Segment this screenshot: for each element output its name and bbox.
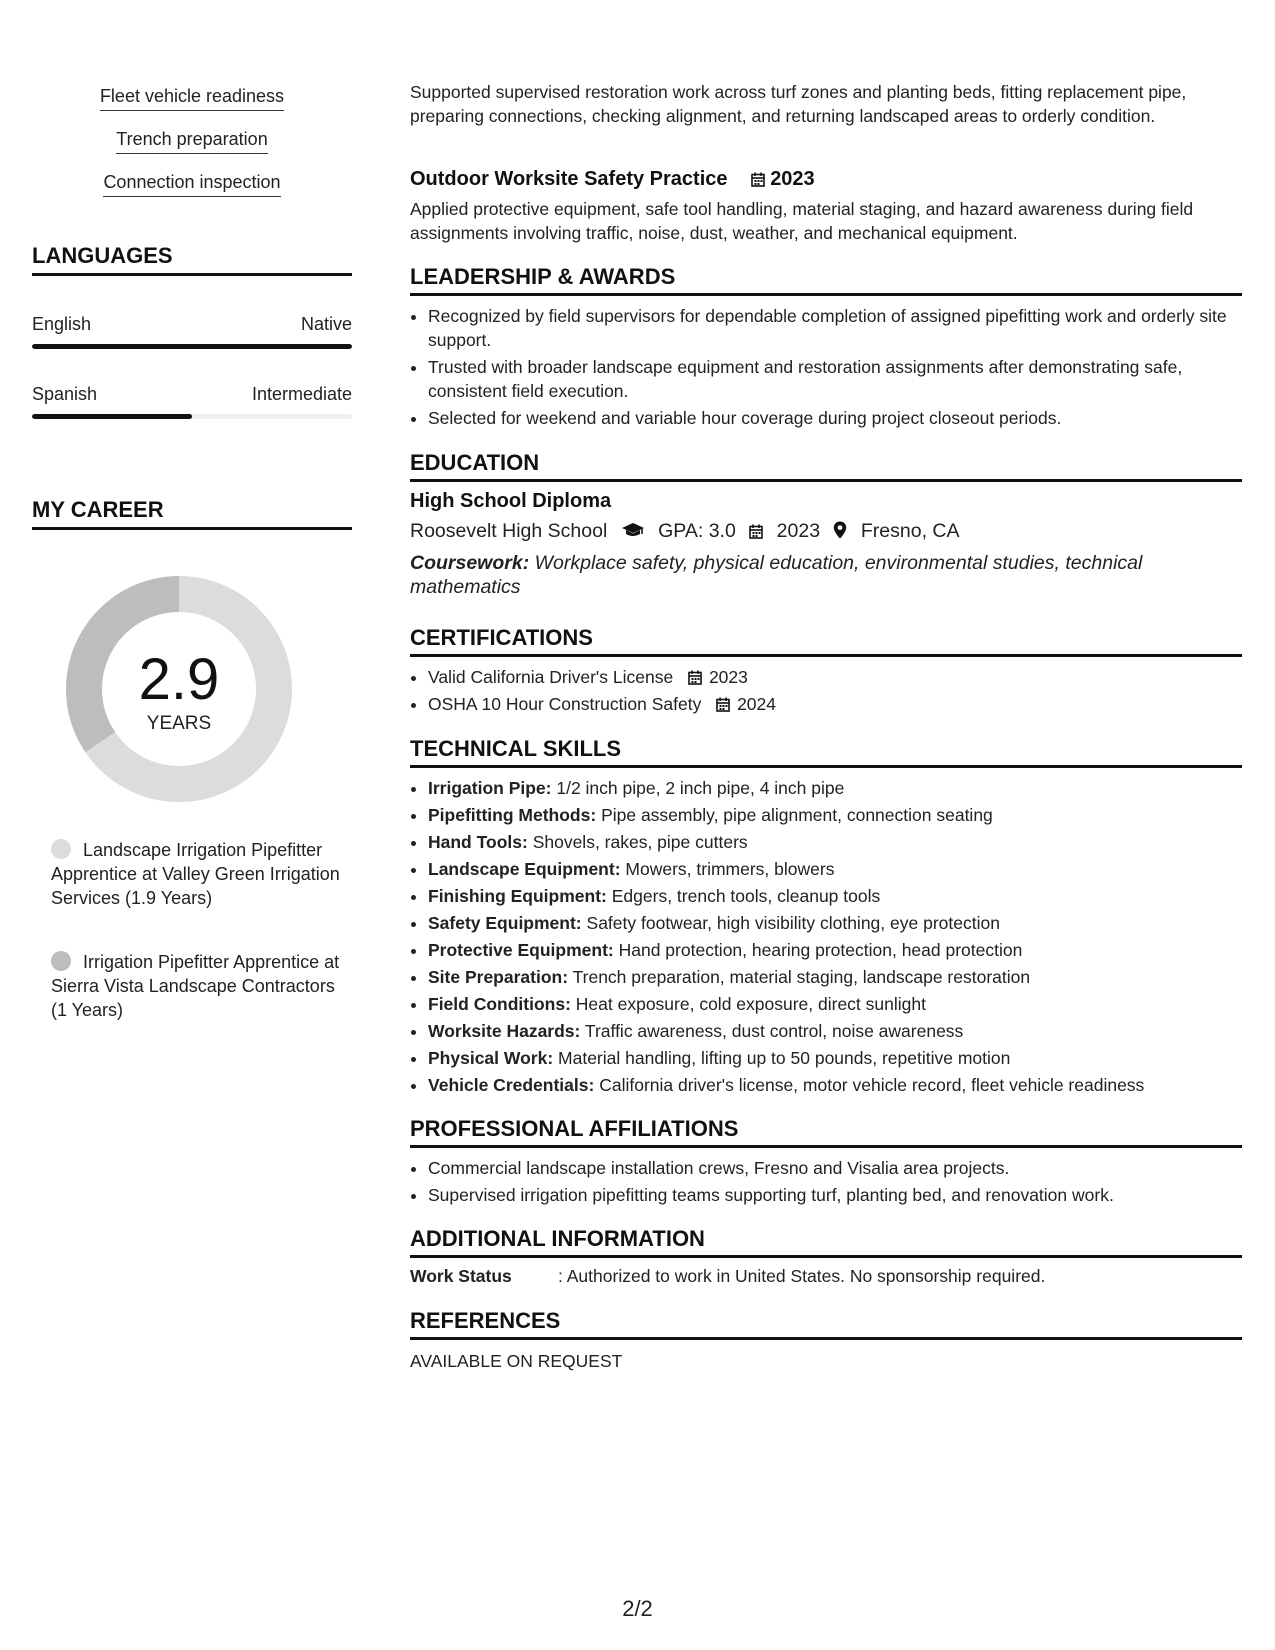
skill-label: Worksite Hazards: [428, 1021, 581, 1041]
references-text: AVAILABLE ON REQUEST [410, 1351, 623, 1371]
work-status-row [410, 1266, 1045, 1287]
career-title: MY CAREER [32, 497, 352, 530]
technical-skill-item [428, 992, 1260, 1016]
training-heading [410, 168, 815, 191]
skill-label: Landscape Equipment: [428, 859, 621, 879]
education-title: EDUCATION [410, 450, 1242, 482]
language-bar-fill [32, 414, 192, 419]
certification-name: Valid California Driver's License [428, 667, 674, 687]
technical-skill-item [428, 776, 1260, 800]
skill-value: Mowers, trimmers, blowers [625, 859, 835, 879]
calendar-icon [688, 670, 702, 685]
skill-label: Safety Equipment: [428, 913, 582, 933]
additional-info-title: ADDITIONAL INFORMATION [410, 1226, 1242, 1258]
career-years-label: YEARS [146, 713, 212, 734]
list-item: • Selected for weekend and variable hour coverage during project closeout periods. [428, 406, 1260, 430]
training-title: Outdoor Worksite Safety Practice [410, 168, 728, 190]
career-item-text: Irrigation Pipefitter Apprentice at Sierra Vista Landscape Contractors (1 Years) [51, 952, 340, 1020]
technical-skill-item [428, 1073, 1260, 1097]
skill-value: Traffic awareness, dust control, noise awareness [584, 1021, 964, 1041]
affiliations-list [410, 1156, 1260, 1210]
skill-label: Hand Tools: [428, 832, 528, 852]
skill-label: Vehicle Credentials: [428, 1075, 595, 1095]
training-year: 2023 [770, 168, 815, 190]
technical-skill-item [428, 830, 1260, 854]
certification-item [428, 692, 1260, 716]
calendar-icon [751, 172, 765, 187]
language-item [32, 384, 352, 419]
career-item-text: Landscape Irrigation Pipefitter Apprentice at Valley Green Irrigation Services (1.9 Years) [51, 840, 340, 908]
skill-tag: Fleet vehicle readiness [100, 86, 284, 111]
language-level: Intermediate [251, 384, 352, 404]
calendar-icon [716, 697, 730, 712]
technical-skill-item [428, 938, 1260, 962]
languages-title: LANGUAGES [32, 243, 352, 276]
technical-skills-list [410, 776, 1260, 1100]
skill-value: Heat exposure, cold exposure, direct sunlight [575, 994, 926, 1014]
skill-value: California driver's license, motor vehicle record, fleet vehicle readiness [599, 1075, 1145, 1095]
coursework-text: Workplace safety, physical education, environmental studies, technical mathematics [410, 552, 1143, 598]
career-years-value: 2.9 [138, 647, 220, 712]
education-year: 2023 [776, 520, 821, 542]
skill-label: Finishing Equipment: [428, 886, 607, 906]
career-item [51, 950, 341, 1022]
intro-paragraph: Supported supervised restoration work across turf zones and planting beds, fitting replacement pipe, preparing connections, checking alignment, and returning landscaped areas to orderly condition. [410, 82, 1187, 126]
language-item [32, 314, 352, 349]
technical-skill-item [428, 965, 1260, 989]
career-donut [66, 576, 292, 802]
skill-label: Irrigation Pipe: [428, 778, 552, 798]
technical-skills-title: TECHNICAL SKILLS [410, 736, 1242, 768]
coursework-label: Coursework: [410, 552, 530, 574]
language-name: Spanish [32, 384, 98, 404]
list-item: • Supervised irrigation pipefitting teams supporting turf, planting bed, and renovation work. [428, 1183, 1260, 1207]
education-degree: High School Diploma [410, 490, 612, 512]
list-item: • Recognized by field supervisors for dependable completion of assigned pipefitting work and orderly site support. [428, 304, 1260, 352]
language-level: Native [300, 314, 352, 334]
skill-label: Physical Work: [428, 1048, 554, 1068]
career-legend-dot [51, 839, 71, 859]
page-number: 2/2 [622, 1596, 653, 1621]
career-legend-dot [51, 951, 71, 971]
references-title: REFERENCES [410, 1308, 1242, 1340]
skill-value: Pipe assembly, pipe alignment, connection seating [601, 805, 993, 825]
work-status-value: : Authorized to work in United States. No sponsorship required. [558, 1266, 1046, 1286]
skill-value: Safety footwear, high visibility clothing, eye protection [586, 913, 1000, 933]
technical-skill-item [428, 803, 1260, 827]
skill-tag: Trench preparation [116, 129, 267, 154]
certification-year: 2023 [708, 667, 748, 687]
location-pin-icon [833, 521, 847, 539]
technical-skill-item [428, 857, 1260, 881]
skill-value: Hand protection, hearing protection, head protection [618, 940, 1023, 960]
skill-label: Pipefitting Methods: [428, 805, 597, 825]
technical-skill-item [428, 911, 1260, 935]
certification-item [428, 665, 1260, 689]
list-item: • Trusted with broader landscape equipment and restoration assignments after demonstrating safe, consistent field execution. [428, 355, 1260, 403]
certifications-list [410, 665, 1260, 719]
skill-value: 1/2 inch pipe, 2 inch pipe, 4 inch pipe [556, 778, 845, 798]
certification-year: 2024 [737, 694, 777, 714]
affiliations-title: PROFESSIONAL AFFILIATIONS [410, 1116, 1242, 1148]
skill-tag: Connection inspection [103, 172, 280, 197]
skill-label: Protective Equipment: [428, 940, 614, 960]
education-gpa: GPA: 3.0 [658, 520, 736, 542]
skill-value: Shovels, rakes, pipe cutters [532, 832, 748, 852]
education-details [410, 520, 960, 543]
skill-label: Site Preparation: [428, 967, 569, 987]
training-description: Applied protective equipment, safe tool handling, material staging, and hazard awareness during field assignments involving traffic, noise, dust, weather, and mechanical equipment. [410, 199, 1194, 243]
language-bar [32, 414, 352, 419]
technical-skill-item [428, 884, 1260, 908]
education-coursework [410, 551, 1200, 599]
work-status-label: Work Status [410, 1266, 512, 1286]
education-school: Roosevelt High School [410, 520, 608, 542]
language-bar [32, 344, 352, 349]
skill-value: Edgers, trench tools, cleanup tools [611, 886, 881, 906]
leadership-title: LEADERSHIP & AWARDS [410, 264, 1242, 296]
language-bar-fill [32, 344, 352, 349]
skill-label: Field Conditions: [428, 994, 571, 1014]
calendar-icon [749, 524, 763, 539]
skill-value: Trench preparation, material staging, landscape restoration [572, 967, 1031, 987]
skill-value: Material handling, lifting up to 50 pounds, repetitive motion [558, 1048, 1011, 1068]
certification-name: OSHA 10 Hour Construction Safety [428, 694, 702, 714]
education-location: Fresno, CA [860, 520, 960, 542]
graduation-cap-icon [621, 522, 645, 538]
certifications-title: CERTIFICATIONS [410, 625, 1242, 657]
career-item [51, 838, 341, 910]
language-name: English [32, 314, 92, 334]
technical-skill-item [428, 1046, 1260, 1070]
list-item: • Commercial landscape installation crews, Fresno and Visalia area projects. [428, 1156, 1260, 1180]
leadership-list [410, 304, 1260, 433]
technical-skill-item [428, 1019, 1260, 1043]
